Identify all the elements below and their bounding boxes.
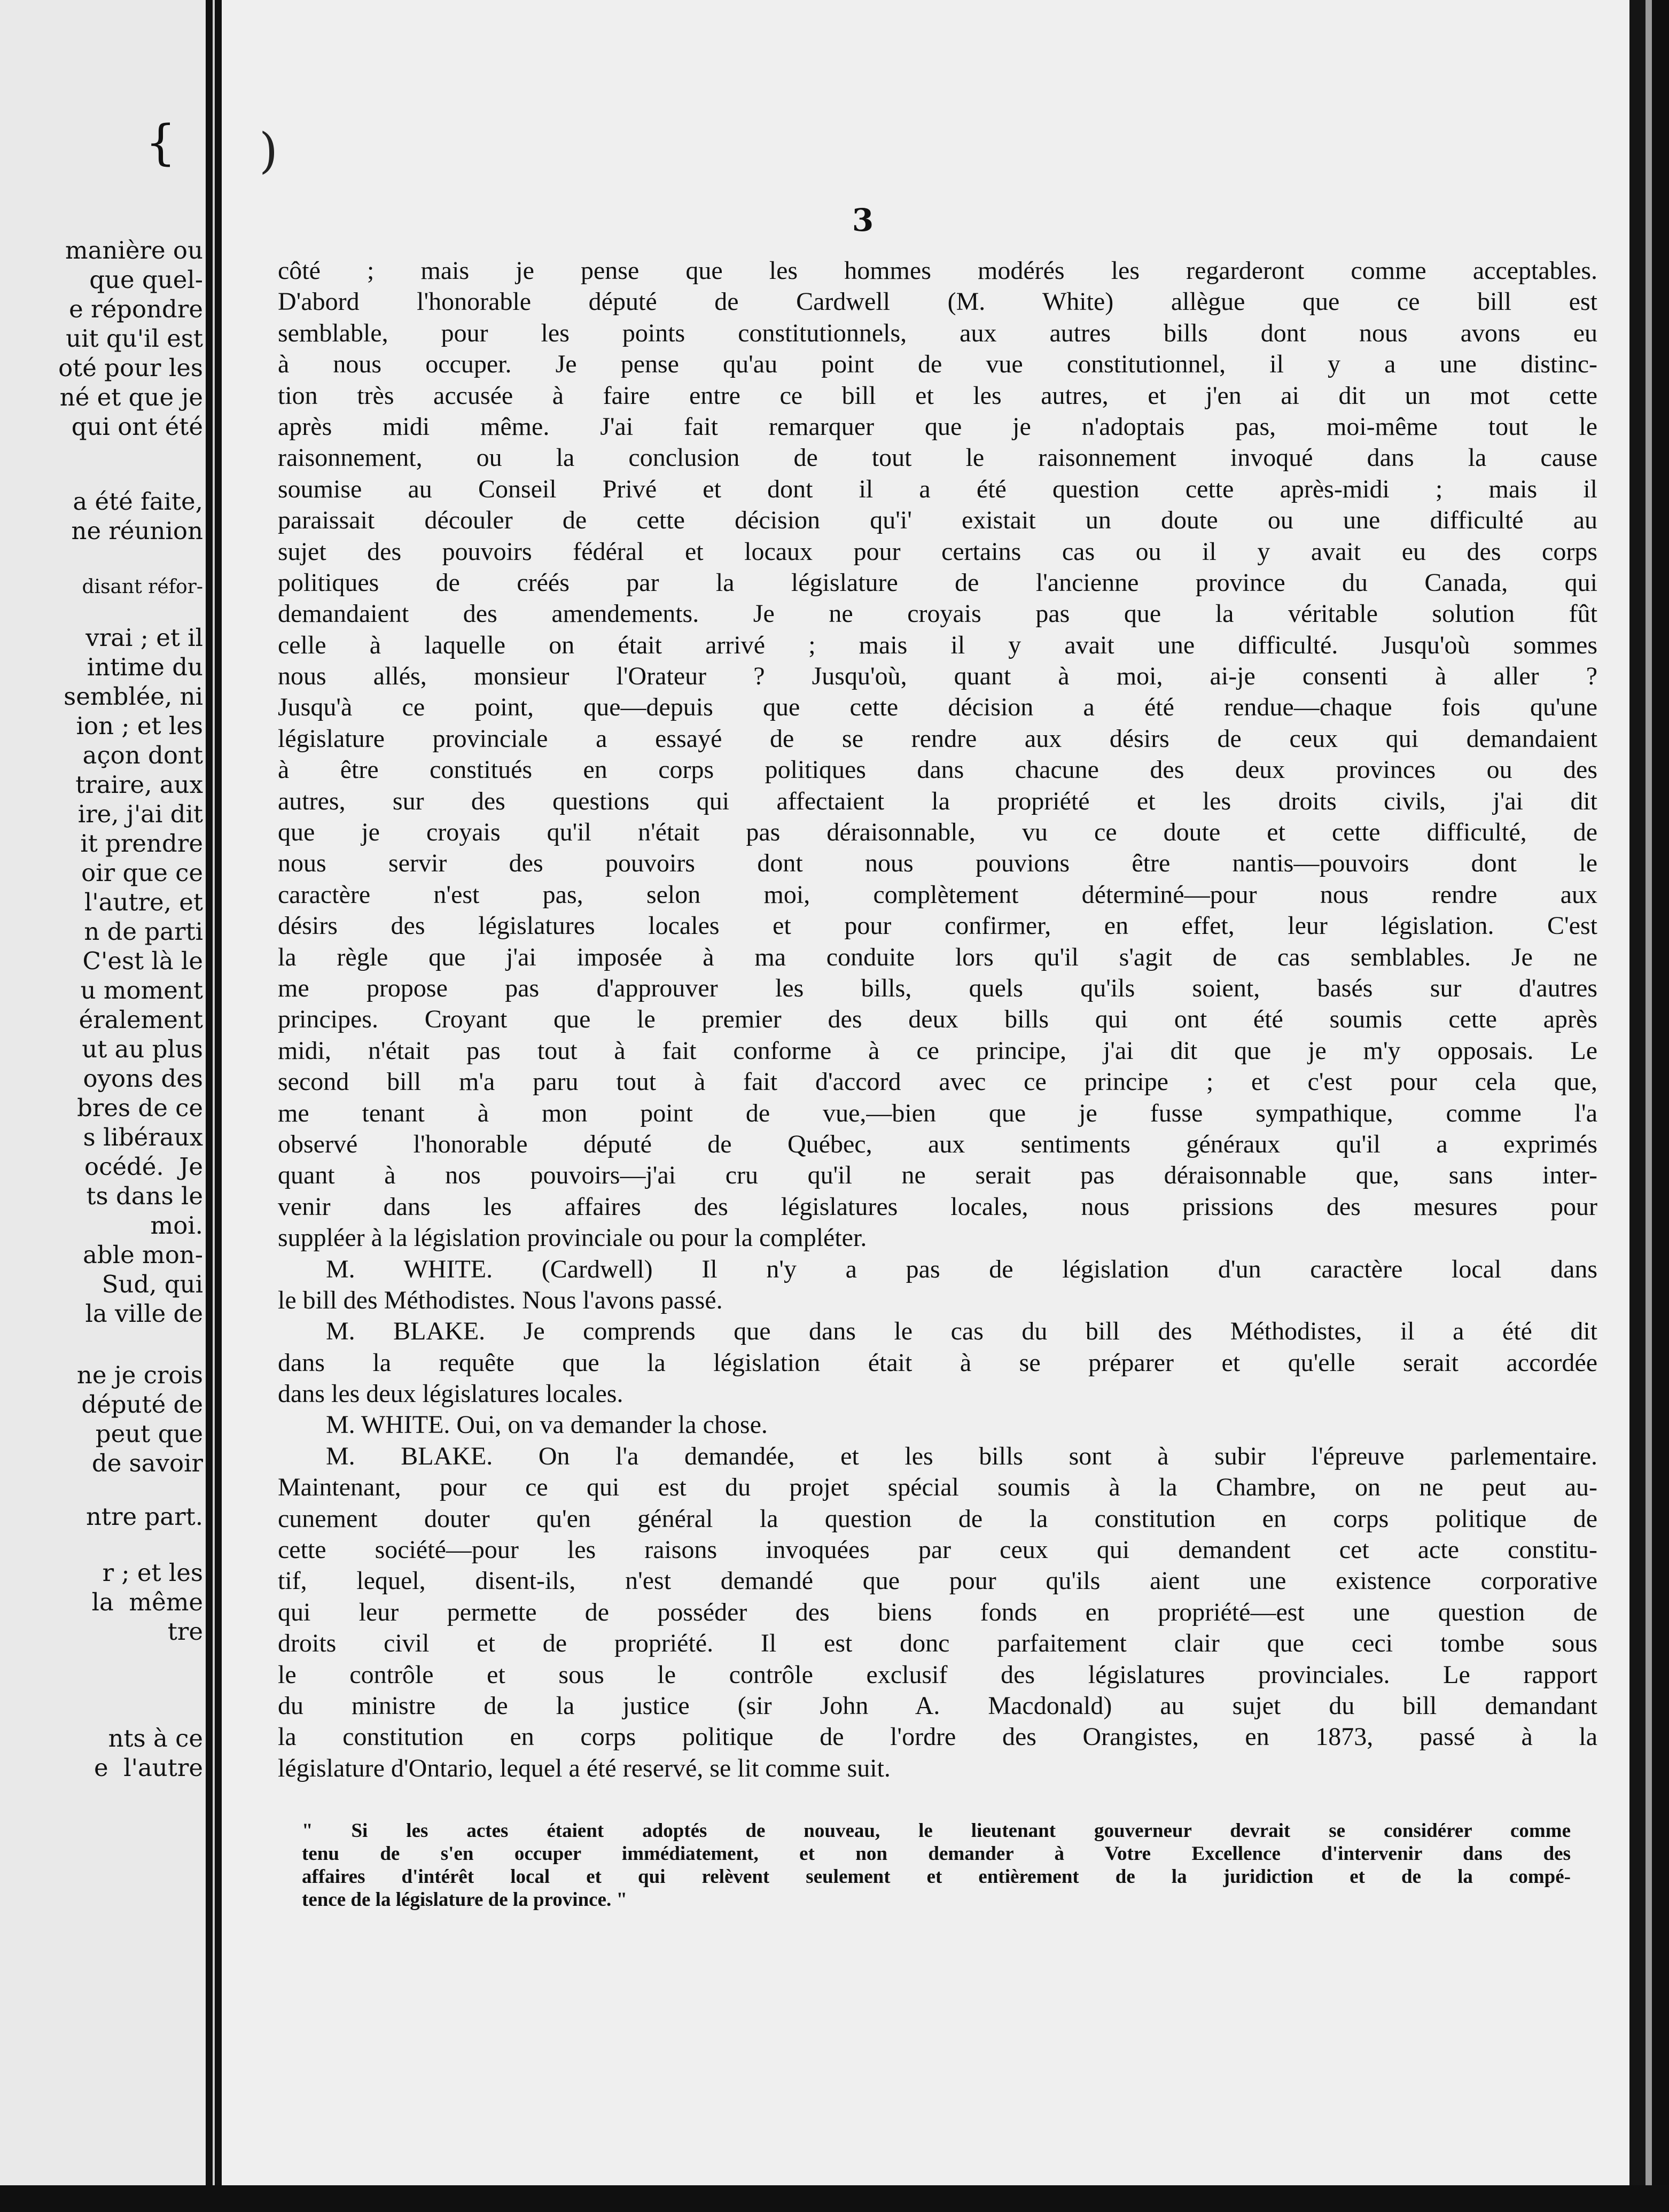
previous-page-line: la ville de (85, 1299, 203, 1328)
footnote-line: tence de la législature de la province. " (302, 1889, 628, 1911)
text-line: dans la requête que la législation était à se préparer et qu'elle serait accordée (278, 1348, 1597, 1377)
text-line: me propose pas d'approuver les bills, quels qu'ils soient, basés sur d'autres (278, 973, 1597, 1002)
page-edge (1629, 0, 1645, 2212)
previous-page-line: que quel- (89, 266, 203, 294)
margin-mark: ) (259, 123, 278, 179)
previous-page-line: la même (91, 1588, 203, 1616)
previous-page-line: moi. (150, 1211, 203, 1240)
previous-page-line: ion ; et les (76, 712, 203, 740)
previous-page-line: able mon- (83, 1241, 203, 1269)
text-line: le bill des Méthodistes. Nous l'avons passé. (278, 1286, 723, 1314)
text-line: midi, n'était pas tout à fait conforme à ce principe, j'ai dit que je m'y opposais. Le (278, 1036, 1597, 1065)
footnote-line: affaires d'intérêt local et qui relèvent seulement et entièrement de la juridiction et de la compé- (302, 1866, 1571, 1888)
margin-mark: { (145, 115, 176, 171)
previous-page-line: disant réfor- (82, 576, 203, 598)
text-line: nous servir des pouvoirs dont nous pouvions être nantis—pouvoirs dont le (278, 849, 1597, 878)
text-line: observé l'honorable député de Québec, aux sentiments généraux qu'il a exprimés (278, 1130, 1597, 1158)
text-line: me tenant à mon point de vue,—bien que je fusse sympathique, comme l'a (278, 1099, 1597, 1127)
previous-page-line: traire, aux (75, 770, 203, 799)
text-line: politiques de créés par la législature de l'ancienne province du Canada, qui (278, 568, 1597, 597)
previous-page-line: e l'autre (93, 1754, 203, 1782)
previous-page-line: bres de ce (77, 1094, 203, 1122)
previous-page-line: semblée, ni (64, 682, 203, 711)
text-line: M. WHITE. (Cardwell) Il n'y a pas de législation d'un caractère local dans (326, 1255, 1597, 1283)
document-page (222, 0, 1629, 2212)
text-line: demandaient des amendements. Je ne croyais pas que la véritable solution fût (278, 599, 1597, 628)
previous-page-line: de savoir (91, 1449, 203, 1477)
gutter-rule (213, 0, 215, 2212)
text-line: paraissait découler de cette décision qu'i' existait un doute ou une difficulté au (278, 506, 1597, 535)
text-line: législature d'Ontario, lequel a été reservé, se lit comme suit. (278, 1754, 891, 1782)
footnote-line: tenu de s'en occuper immédiatement, et non demander à Votre Excellence d'intervenir dans des (302, 1843, 1571, 1865)
text-line: second bill m'a paru tout à fait d'accord avec ce principe ; et c'est pour cela que, (278, 1068, 1597, 1096)
previous-page-line: s libéraux (83, 1123, 203, 1151)
previous-page-line: né et que je (59, 383, 203, 411)
previous-page-line: manière ou (65, 236, 203, 264)
quoted-report-footnote (302, 1819, 1571, 1911)
page-body-text (278, 255, 1597, 1784)
previous-page-line: ntre part. (85, 1502, 203, 1531)
text-line: autres, sur des questions qui affectaient la propriété et les droits civils, j'ai dit (278, 786, 1597, 815)
text-line: tion très accusée à faire entre ce bill et les autres, et j'en ai dit un mot cette (278, 381, 1597, 410)
previous-page-line: océdé. Je (84, 1152, 203, 1181)
previous-page-line: oir que ce (81, 859, 203, 887)
text-line: Jusqu'à ce point, que—depuis que cette décision a été rendue—chaque fois qu'une (278, 693, 1597, 722)
text-line: principes. Croyant que le premier des deux bills qui ont été soumis cette après (278, 1005, 1597, 1034)
text-line: la constitution en corps politique de l'ordre des Orangistes, en 1873, passé à la (278, 1723, 1597, 1751)
previous-page-line: l'autre, et (84, 888, 203, 916)
previous-page-line: ut au plus (82, 1035, 203, 1063)
previous-page-line: ne je crois (76, 1361, 203, 1389)
text-line: caractère n'est pas, selon moi, complètement déterminé—pour nous rendre aux (278, 880, 1597, 909)
previous-page-line: qui ont été (71, 412, 203, 441)
text-line: M. BLAKE. Je comprends que dans le cas du bill des Méthodistes, il a été dit (326, 1317, 1597, 1346)
text-line: la règle que j'ai imposée à ma conduite lors qu'il s'agit de cas semblables. Je ne (278, 943, 1597, 971)
text-line: cette société—pour les raisons invoquées par ceux qui demandent cet acte constitu- (278, 1536, 1597, 1564)
text-line: du ministre de la justice (sir John A. Macdonald) au sujet du bill demandant (278, 1691, 1597, 1720)
text-line: suppléer à la législation provinciale ou pour la compléter. (278, 1224, 867, 1252)
text-line: soumise au Conseil Privé et dont il a été question cette après-midi ; mais il (278, 474, 1597, 503)
text-line: dans les deux législatures locales. (278, 1380, 623, 1408)
text-line: venir dans les affaires des législatures locales, nous prissions des mesures pour (278, 1192, 1597, 1221)
previous-page-line: n de parti (84, 917, 203, 946)
previous-page-fragment (0, 0, 206, 2212)
text-line: nous allés, monsieur l'Orateur ? Jusqu'où, quant à moi, ai-je consenti à aller ? (278, 662, 1597, 691)
previous-page-line: intime du (87, 653, 203, 681)
scan-border (0, 2185, 1669, 2212)
previous-page-line: éralement (79, 1006, 203, 1034)
previous-page-line: e répondre (69, 295, 203, 323)
text-line: semblable, pour les points constitutionnels, aux autres bills dont nous avons eu (278, 318, 1597, 347)
previous-page-line: député de (81, 1390, 203, 1419)
text-line: à nous occuper. Je pense qu'au point de vue constitutionnel, il y a une distinc- (278, 350, 1597, 379)
previous-page-line: nts à ce (108, 1724, 203, 1753)
text-line: que je croyais qu'il n'était pas déraisonnable, vu ce doute et cette difficulté, de (278, 818, 1597, 847)
text-line: sujet des pouvoirs fédéral et locaux pour certains cas ou il y avait eu des corps (278, 537, 1597, 566)
text-line: désirs des législatures locales et pour confirmer, en effet, leur législation. C'est (278, 912, 1597, 940)
previous-page-line: ne réunion (71, 517, 203, 545)
previous-page-line: u moment (80, 976, 203, 1004)
previous-page-line: açon dont (82, 741, 203, 769)
previous-page-line: ts dans le (86, 1182, 203, 1210)
text-line: législature provinciale a essayé de se rendre aux désirs de ceux qui demandaient (278, 724, 1597, 753)
previous-page-line: peut que (95, 1420, 203, 1448)
text-line: après midi même. J'ai fait remarquer que je n'adoptais pas, moi-même tout le (278, 412, 1597, 441)
page-number: 3 (852, 202, 874, 238)
previous-page-line: uit qu'il est (66, 324, 203, 353)
previous-page-line: oyons des (83, 1064, 203, 1093)
previous-page-line: Sud, qui (102, 1270, 203, 1298)
previous-page-line: it prendre (80, 829, 203, 858)
text-line: qui leur permette de posséder des biens fonds en propriété—est une question de (278, 1598, 1597, 1626)
text-line: tif, lequel, disent-ils, n'est demandé que pour qu'ils aient une existence corporative (278, 1567, 1597, 1595)
text-line: quant à nos pouvoirs—j'ai cru qu'il ne serait pas déraisonnable que, sans inter- (278, 1161, 1597, 1190)
previous-page-line: tre (167, 1617, 203, 1646)
previous-page-line: C'est là le (82, 947, 203, 975)
footnote-line: " Si les actes étaient adoptés de nouveau, le lieutenant gouverneur devrait se considérer comme (302, 1820, 1571, 1842)
previous-page-line: a été faite, (73, 487, 203, 516)
page-edge (1645, 0, 1652, 2212)
previous-page-line: vrai ; et il (85, 624, 203, 652)
previous-page-line: oté pour les (58, 354, 203, 382)
text-line: à être constitués en corps politiques dans chacune des deux provinces ou des (278, 755, 1597, 784)
text-line: celle à laquelle on était arrivé ; mais il y avait une difficulté. Jusqu'où sommes (278, 630, 1597, 659)
text-line: M. WHITE. Oui, on va demander la chose. (326, 1411, 768, 1439)
page-edge (1652, 0, 1669, 2212)
text-line: raisonnement, ou la conclusion de tout le raisonnement invoqué dans la cause (278, 443, 1597, 472)
previous-page-line: ire, j'ai dit (77, 800, 203, 828)
text-line: droits civil et de propriété. Il est donc parfaitement clair que ceci tombe sous (278, 1629, 1597, 1658)
text-line: cunement douter qu'en général la question de la constitution en corps politique de (278, 1504, 1597, 1533)
previous-page-line: r ; et les (102, 1559, 203, 1587)
text-line: le contrôle et sous le contrôle exclusif des législatures provinciales. Le rapport (278, 1660, 1597, 1689)
text-line: D'abord l'honorable député de Cardwell (M. White) allègue que ce bill est (278, 287, 1597, 316)
text-line: M. BLAKE. On l'a demandée, et les bills sont à subir l'épreuve parlementaire. (326, 1442, 1597, 1470)
text-line: côté ; mais je pense que les hommes modérés les regarderont comme acceptables. (278, 256, 1597, 285)
text-line: Maintenant, pour ce qui est du projet spécial soumis à la Chambre, on ne peut au- (278, 1473, 1597, 1502)
